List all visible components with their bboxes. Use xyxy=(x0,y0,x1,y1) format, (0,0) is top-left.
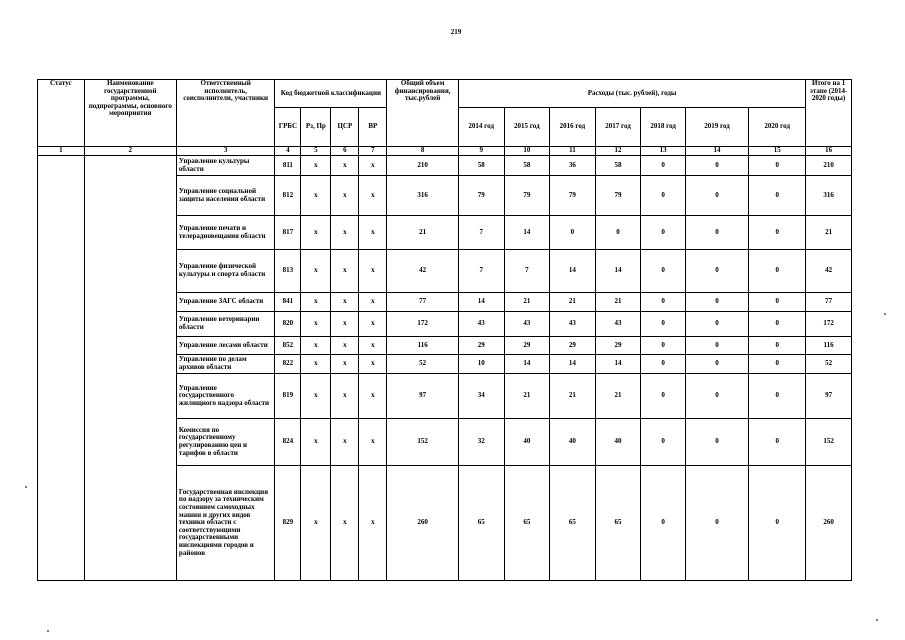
status-header: Статус xyxy=(38,80,85,147)
year-2014-header: 2014 год xyxy=(458,108,504,147)
vr-cell: x xyxy=(359,216,387,250)
year-2017-cell: 21 xyxy=(595,293,641,312)
grbs-cell: 822 xyxy=(275,355,301,374)
scan-speck xyxy=(876,619,878,621)
rz-pr-cell: x xyxy=(301,337,331,355)
year-2017-header: 2017 год xyxy=(595,108,641,147)
total-cell: 21 xyxy=(387,216,459,250)
year-2018-cell: 0 xyxy=(641,250,686,293)
rz-pr-cell: x xyxy=(301,466,331,581)
year-2019-cell: 0 xyxy=(685,419,748,466)
rz-pr-cell: x xyxy=(301,374,331,419)
csr-cell: x xyxy=(331,355,359,374)
vr-cell: x xyxy=(359,466,387,581)
stage-total-cell: 316 xyxy=(806,176,852,216)
year-2020-cell: 0 xyxy=(749,216,806,250)
year-2020-header: 2020 год xyxy=(749,108,806,147)
year-2014-cell: 58 xyxy=(458,156,504,176)
stage-total-cell: 52 xyxy=(806,355,852,374)
year-2019-cell: 0 xyxy=(685,337,748,355)
program-name-cell xyxy=(84,156,176,581)
column-number: 15 xyxy=(749,147,806,156)
grbs-cell: 852 xyxy=(275,337,301,355)
year-2014-cell: 79 xyxy=(458,176,504,216)
rz-pr-cell: x xyxy=(301,419,331,466)
year-2015-cell: 43 xyxy=(504,312,550,337)
budget-table xyxy=(37,79,852,581)
expenses-header: Расходы (тыс. рублей), годы xyxy=(458,80,805,108)
csr-cell: x xyxy=(331,176,359,216)
year-2014-cell: 29 xyxy=(458,337,504,355)
program-name-header: Наименование государственной программы, подпрограммы, основного мероприятия xyxy=(84,80,176,147)
year-2015-cell: 79 xyxy=(504,176,550,216)
stage-total-cell: 152 xyxy=(806,419,852,466)
year-2016-cell: 79 xyxy=(550,176,596,216)
year-2016-cell: 14 xyxy=(550,355,596,374)
column-number: 11 xyxy=(550,147,596,156)
year-2019-cell: 0 xyxy=(685,156,748,176)
rz-pr-header: Рз, Пр xyxy=(301,108,331,147)
vr-cell: x xyxy=(359,419,387,466)
vr-cell: x xyxy=(359,312,387,337)
year-2018-cell: 0 xyxy=(641,337,686,355)
executor-cell: Управление культуры области xyxy=(176,156,275,176)
stage-total-header: Итого на 1 этапе (2014-2020 годы) xyxy=(806,80,852,147)
year-2014-cell: 65 xyxy=(458,466,504,581)
vr-cell: x xyxy=(359,176,387,216)
stage-total-cell: 210 xyxy=(806,156,852,176)
year-2014-cell: 7 xyxy=(458,250,504,293)
column-number: 3 xyxy=(176,147,275,156)
year-2019-cell: 0 xyxy=(685,293,748,312)
year-2016-cell: 0 xyxy=(550,216,596,250)
csr-cell: x xyxy=(331,216,359,250)
csr-cell: x xyxy=(331,466,359,581)
year-2016-cell: 65 xyxy=(550,466,596,581)
executor-cell: Управление физической культуры и спорта области xyxy=(176,250,275,293)
grbs-header: ГРБС xyxy=(275,108,301,147)
column-number: 4 xyxy=(275,147,301,156)
column-number: 8 xyxy=(387,147,459,156)
year-2015-cell: 29 xyxy=(504,337,550,355)
rz-pr-cell: x xyxy=(301,293,331,312)
executor-header: Ответственный исполнитель, соисполнители, участники xyxy=(176,80,275,147)
column-number: 9 xyxy=(458,147,504,156)
year-2016-cell: 29 xyxy=(550,337,596,355)
year-2019-cell: 0 xyxy=(685,312,748,337)
grbs-cell: 811 xyxy=(275,156,301,176)
year-2017-cell: 29 xyxy=(595,337,641,355)
total-volume-header: Общий объем финансирования, тыс.рублей xyxy=(387,80,459,147)
year-2018-header: 2018 год xyxy=(641,108,686,147)
year-2020-cell: 0 xyxy=(749,176,806,216)
year-2014-cell: 34 xyxy=(458,374,504,419)
grbs-cell: 813 xyxy=(275,250,301,293)
column-number: 5 xyxy=(301,147,331,156)
total-cell: 316 xyxy=(387,176,459,216)
year-2020-cell: 0 xyxy=(749,293,806,312)
year-2020-cell: 0 xyxy=(749,312,806,337)
executor-cell: Государственная инспекция по надзору за техническим состоянием самоходных машин и других видов техники области с соответствующими государственными инспекциями городов и районов xyxy=(176,466,275,581)
year-2017-cell: 65 xyxy=(595,466,641,581)
rz-pr-cell: x xyxy=(301,176,331,216)
year-2018-cell: 0 xyxy=(641,466,686,581)
year-2015-cell: 14 xyxy=(504,355,550,374)
scan-speck xyxy=(47,630,49,632)
executor-cell: Управление ветеринарии области xyxy=(176,312,275,337)
vr-cell: x xyxy=(359,250,387,293)
year-2015-cell: 58 xyxy=(504,156,550,176)
year-2014-cell: 14 xyxy=(458,293,504,312)
csr-cell: x xyxy=(331,374,359,419)
year-2020-cell: 0 xyxy=(749,337,806,355)
total-cell: 152 xyxy=(387,419,459,466)
grbs-cell: 819 xyxy=(275,374,301,419)
year-2016-cell: 36 xyxy=(550,156,596,176)
year-2017-cell: 43 xyxy=(595,312,641,337)
year-2019-cell: 0 xyxy=(685,216,748,250)
year-2014-cell: 10 xyxy=(458,355,504,374)
csr-header: ЦСР xyxy=(331,108,359,147)
budget-code-header: Код бюджетной классификации xyxy=(275,80,387,108)
vr-header: ВР xyxy=(359,108,387,147)
total-cell: 116 xyxy=(387,337,459,355)
year-2015-header: 2015 год xyxy=(504,108,550,147)
year-2017-cell: 40 xyxy=(595,419,641,466)
year-2020-cell: 0 xyxy=(749,355,806,374)
year-2018-cell: 0 xyxy=(641,312,686,337)
header-row-top xyxy=(38,80,852,108)
vr-cell: x xyxy=(359,156,387,176)
column-number: 16 xyxy=(806,147,852,156)
rz-pr-cell: x xyxy=(301,355,331,374)
year-2018-cell: 0 xyxy=(641,293,686,312)
year-2016-cell: 43 xyxy=(550,312,596,337)
rz-pr-cell: x xyxy=(301,216,331,250)
grbs-cell: 820 xyxy=(275,312,301,337)
year-2017-cell: 0 xyxy=(595,216,641,250)
year-2018-cell: 0 xyxy=(641,355,686,374)
year-2018-cell: 0 xyxy=(641,216,686,250)
year-2019-cell: 0 xyxy=(685,250,748,293)
total-cell: 52 xyxy=(387,355,459,374)
stage-total-cell: 21 xyxy=(806,216,852,250)
rz-pr-cell: x xyxy=(301,250,331,293)
rz-pr-cell: x xyxy=(301,312,331,337)
total-cell: 42 xyxy=(387,250,459,293)
column-number: 6 xyxy=(331,147,359,156)
year-2019-cell: 0 xyxy=(685,176,748,216)
column-number: 13 xyxy=(641,147,686,156)
executor-cell: Управление ЗАГС области xyxy=(176,293,275,312)
column-number: 2 xyxy=(84,147,176,156)
vr-cell: x xyxy=(359,293,387,312)
scan-speck xyxy=(25,486,27,488)
column-number: 1 xyxy=(38,147,85,156)
year-2019-header: 2019 год xyxy=(685,108,748,147)
year-2015-cell: 40 xyxy=(504,419,550,466)
year-2014-cell: 7 xyxy=(458,216,504,250)
status-cell xyxy=(38,156,85,581)
stage-total-cell: 42 xyxy=(806,250,852,293)
executor-cell: Управление социальной защиты населения области xyxy=(176,176,275,216)
year-2020-cell: 0 xyxy=(749,419,806,466)
vr-cell: x xyxy=(359,337,387,355)
rz-pr-cell: x xyxy=(301,156,331,176)
year-2018-cell: 0 xyxy=(641,374,686,419)
stage-total-cell: 97 xyxy=(806,374,852,419)
year-2016-cell: 40 xyxy=(550,419,596,466)
year-2016-cell: 21 xyxy=(550,374,596,419)
year-2019-cell: 0 xyxy=(685,374,748,419)
year-2018-cell: 0 xyxy=(641,176,686,216)
grbs-cell: 812 xyxy=(275,176,301,216)
year-2019-cell: 0 xyxy=(685,466,748,581)
year-2016-cell: 21 xyxy=(550,293,596,312)
year-2020-cell: 0 xyxy=(749,250,806,293)
total-cell: 210 xyxy=(387,156,459,176)
executor-cell: Управление лесами области xyxy=(176,337,275,355)
total-cell: 77 xyxy=(387,293,459,312)
year-2017-cell: 14 xyxy=(595,250,641,293)
column-number: 14 xyxy=(685,147,748,156)
executor-cell: Комиссия по государственному регулированию цен и тарифов в области xyxy=(176,419,275,466)
year-2017-cell: 79 xyxy=(595,176,641,216)
total-cell: 260 xyxy=(387,466,459,581)
year-2019-cell: 0 xyxy=(685,355,748,374)
year-2017-cell: 21 xyxy=(595,374,641,419)
year-2015-cell: 7 xyxy=(504,250,550,293)
stage-total-cell: 116 xyxy=(806,337,852,355)
year-2016-cell: 14 xyxy=(550,250,596,293)
total-cell: 97 xyxy=(387,374,459,419)
csr-cell: x xyxy=(331,312,359,337)
column-numbers-row xyxy=(38,147,852,156)
grbs-cell: 841 xyxy=(275,293,301,312)
year-2016-header: 2016 год xyxy=(550,108,596,147)
executor-cell: Управление государственного жилищного надзора области xyxy=(176,374,275,419)
csr-cell: x xyxy=(331,156,359,176)
column-number: 10 xyxy=(504,147,550,156)
year-2020-cell: 0 xyxy=(749,156,806,176)
year-2015-cell: 14 xyxy=(504,216,550,250)
year-2015-cell: 21 xyxy=(504,374,550,419)
year-2020-cell: 0 xyxy=(749,374,806,419)
csr-cell: x xyxy=(331,293,359,312)
year-2015-cell: 21 xyxy=(504,293,550,312)
column-number: 7 xyxy=(359,147,387,156)
csr-cell: x xyxy=(331,337,359,355)
stage-total-cell: 260 xyxy=(806,466,852,581)
year-2014-cell: 43 xyxy=(458,312,504,337)
grbs-cell: 824 xyxy=(275,419,301,466)
page-number: 219 xyxy=(450,28,462,36)
table-row xyxy=(38,156,852,176)
year-2015-cell: 65 xyxy=(504,466,550,581)
csr-cell: x xyxy=(331,419,359,466)
year-2014-cell: 32 xyxy=(458,419,504,466)
stage-total-cell: 77 xyxy=(806,293,852,312)
csr-cell: x xyxy=(331,250,359,293)
grbs-cell: 829 xyxy=(275,466,301,581)
stage-total-cell: 172 xyxy=(806,312,852,337)
grbs-cell: 817 xyxy=(275,216,301,250)
column-number: 12 xyxy=(595,147,641,156)
scan-speck xyxy=(884,313,886,315)
year-2017-cell: 58 xyxy=(595,156,641,176)
table-body xyxy=(38,156,852,581)
total-cell: 172 xyxy=(387,312,459,337)
vr-cell: x xyxy=(359,374,387,419)
year-2018-cell: 0 xyxy=(641,419,686,466)
year-2018-cell: 0 xyxy=(641,156,686,176)
vr-cell: x xyxy=(359,355,387,374)
executor-cell: Управление по делам архивов области xyxy=(176,355,275,374)
year-2017-cell: 14 xyxy=(595,355,641,374)
executor-cell: Управление печати и телерадиовещания области xyxy=(176,216,275,250)
year-2020-cell: 0 xyxy=(749,466,806,581)
